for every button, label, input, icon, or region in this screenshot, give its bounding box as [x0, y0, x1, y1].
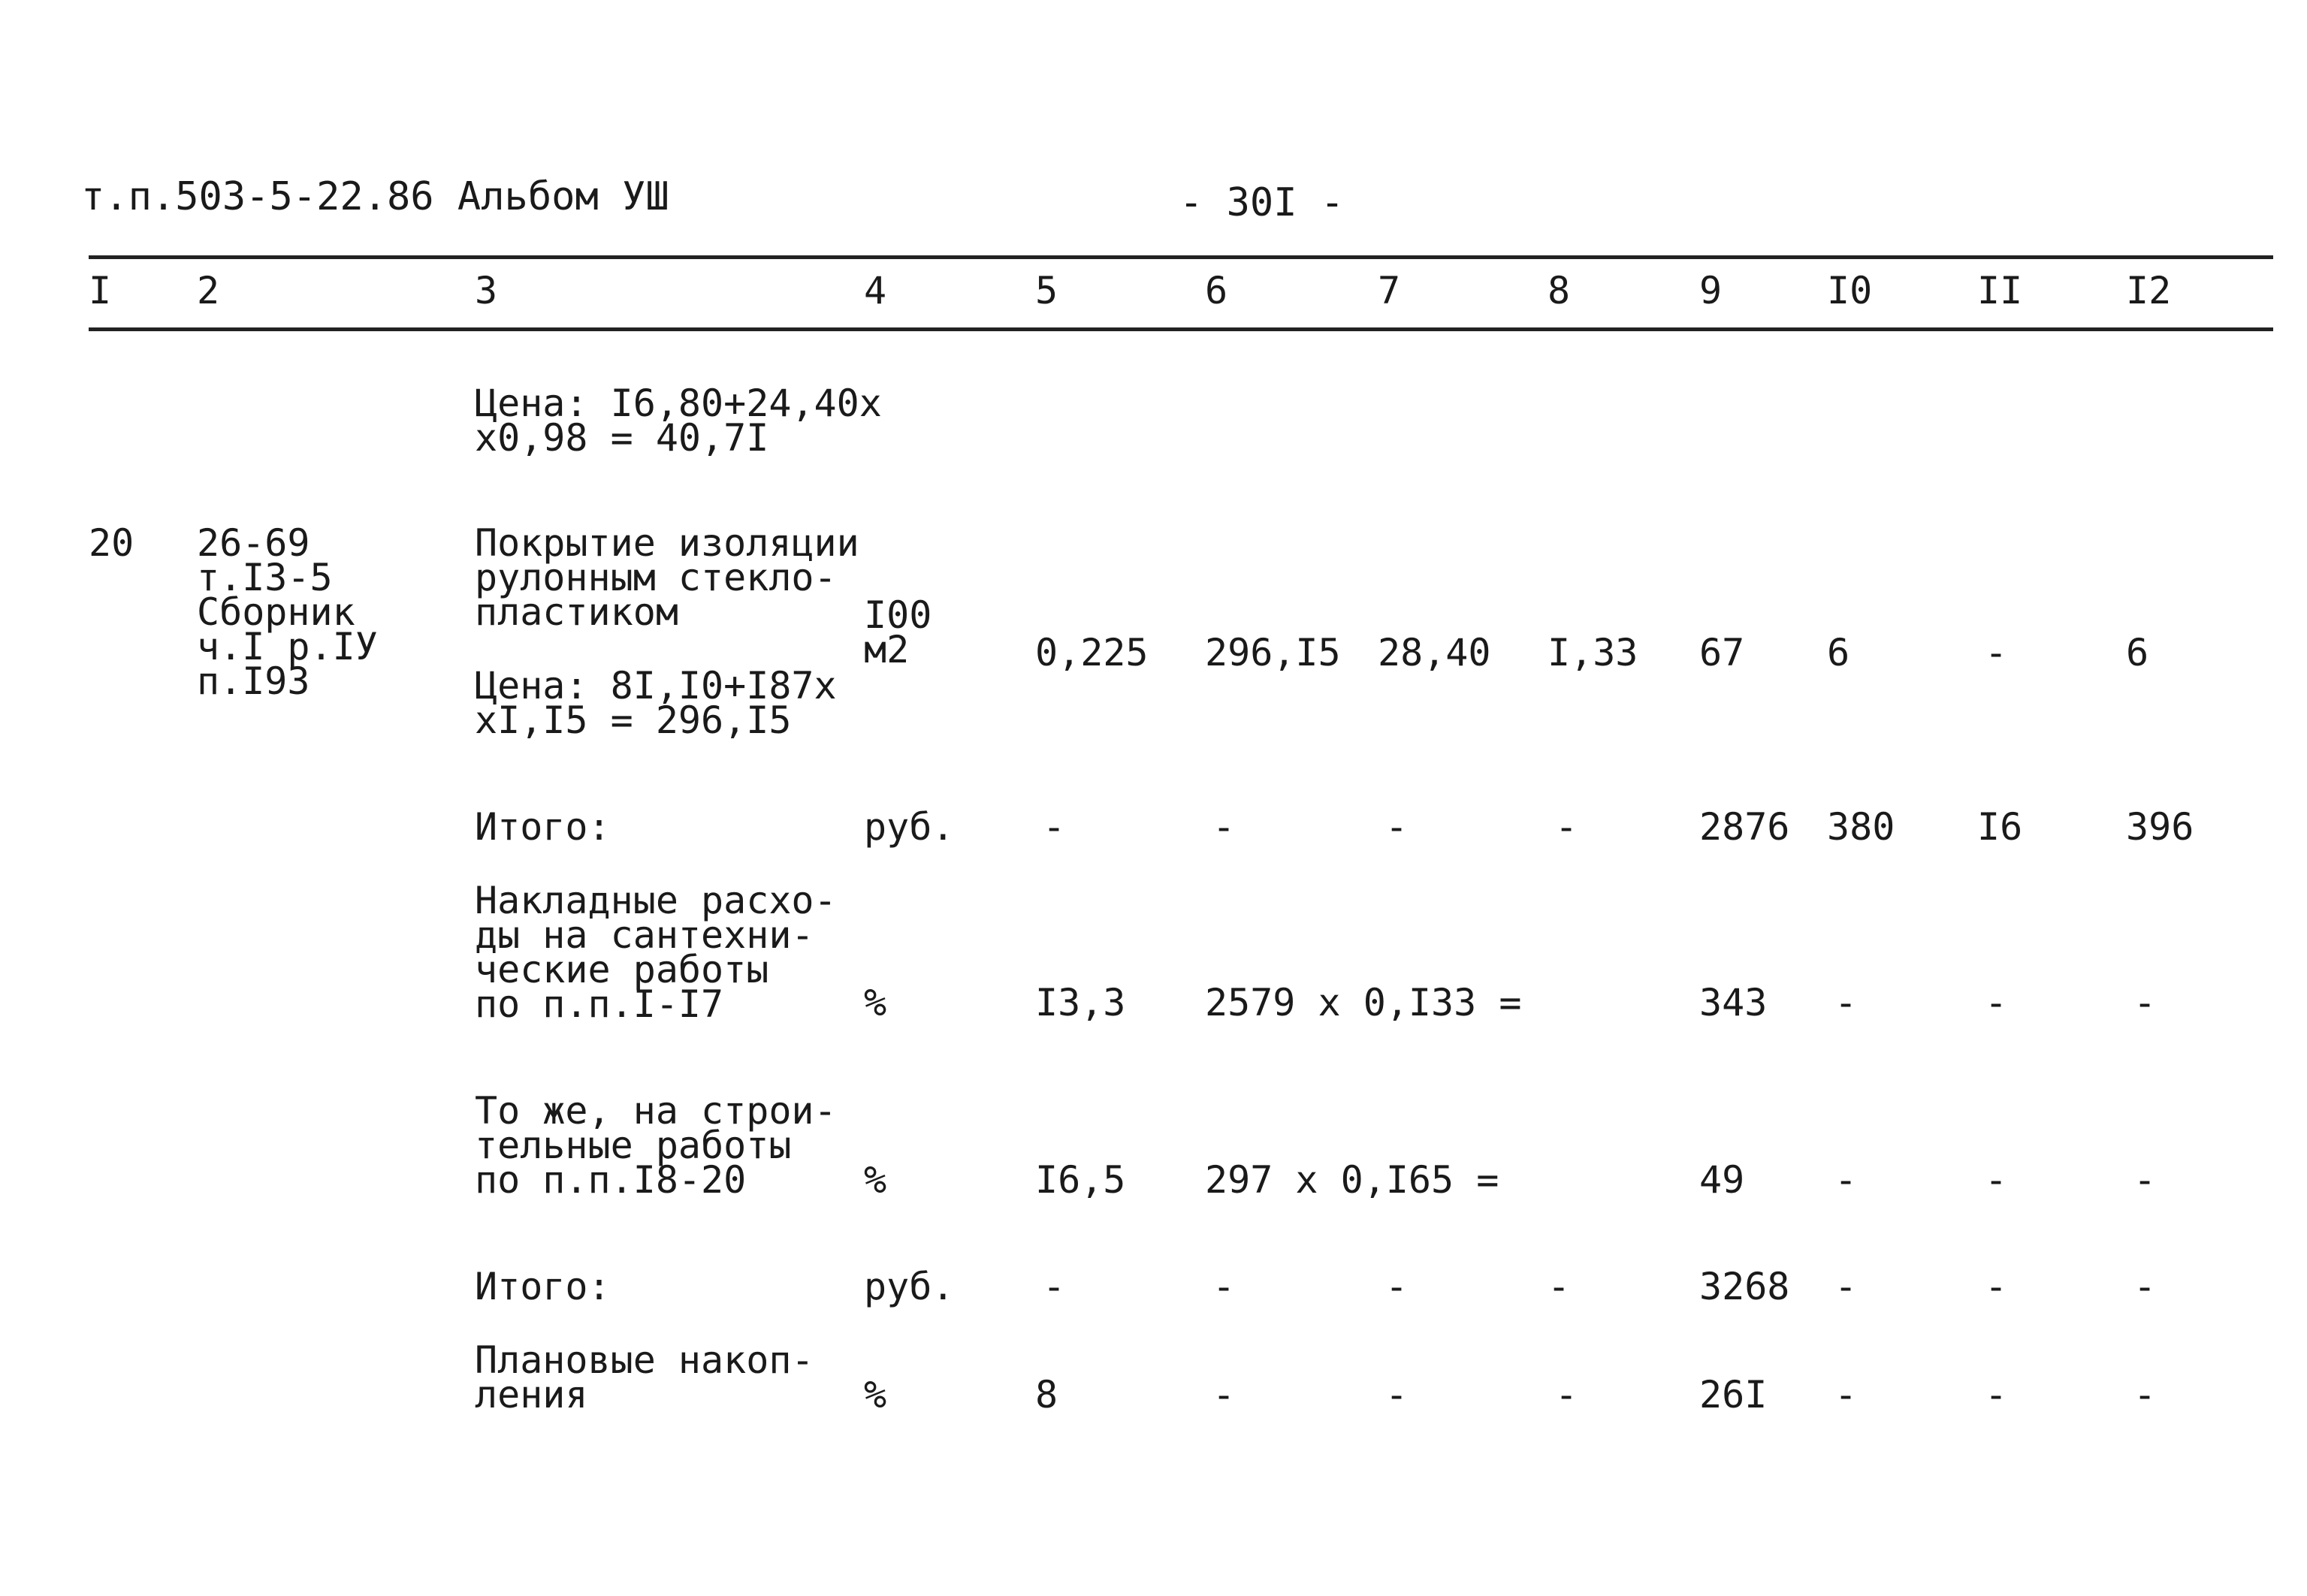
price-line: Цена: 8I,I0+I87х — [475, 664, 837, 707]
col-header-11: II — [1977, 269, 2023, 312]
col-header-1: I — [89, 269, 112, 312]
price-line: хI,I5 = 296,I5 — [475, 698, 792, 742]
savings-col-9: 26I — [1699, 1373, 1768, 1416]
overhead2-col-11: - — [1985, 1158, 2008, 1202]
col-header-2: 2 — [197, 269, 220, 312]
overhead-label — [475, 879, 837, 1026]
price-note-line: х0,98 = 40,7I — [475, 416, 769, 460]
label-line: тельные работы — [475, 1124, 792, 1167]
overhead2-col-10: - — [1834, 1158, 1858, 1202]
total2-col-10: - — [1834, 1265, 1858, 1308]
label-line: То же, на строи- — [475, 1089, 837, 1133]
item-col-8: I,33 — [1548, 631, 1638, 674]
item-quantity: 0,225 — [1035, 631, 1149, 674]
total-col-6: - — [1212, 805, 1236, 849]
desc-line: Покрытие изоляции — [475, 521, 859, 565]
overhead-col-9: 343 — [1699, 981, 1768, 1024]
item-price — [475, 664, 837, 742]
col-header-12: I2 — [2126, 269, 2172, 312]
item-col-11: - — [1985, 631, 2008, 674]
col-header-8: 8 — [1548, 269, 1571, 312]
overhead2-unit: % — [864, 1158, 887, 1202]
total-col-7: - — [1385, 805, 1409, 849]
label-line: ды на сантехни- — [475, 913, 814, 957]
total2-label: Итого: — [475, 1265, 611, 1308]
total-col-12: 396 — [2126, 805, 2194, 849]
item-col-7: 28,40 — [1378, 631, 1491, 674]
overhead2-col-12: - — [2133, 1158, 2157, 1202]
col-header-10: I0 — [1827, 269, 1873, 312]
overhead-rate: I3,3 — [1035, 981, 1126, 1024]
total-col-5: - — [1043, 805, 1066, 849]
label-line: по п.п.I-I7 — [475, 982, 724, 1026]
unit-line: I00 — [864, 593, 932, 637]
savings-col-11: - — [1985, 1373, 2008, 1416]
label-line: по п.п.I8-20 — [475, 1158, 747, 1202]
overhead-col-10: - — [1834, 981, 1858, 1024]
savings-unit: % — [864, 1373, 887, 1416]
total2-col-6: - — [1212, 1265, 1236, 1308]
total-unit: руб. — [864, 805, 955, 849]
total2-col-12: - — [2133, 1265, 2157, 1308]
item-col-12: 6 — [2126, 631, 2149, 674]
ref-line: п.I93 — [197, 659, 310, 703]
savings-col-6: - — [1212, 1373, 1236, 1416]
total-col-11: I6 — [1977, 805, 2023, 849]
document-reference: т.п.503-5-22.86 Альбом УШ — [81, 174, 669, 219]
total2-unit: руб. — [864, 1265, 955, 1308]
item-number: 20 — [89, 521, 134, 565]
savings-col-7: - — [1385, 1373, 1409, 1416]
overhead2-col-9: 49 — [1699, 1158, 1745, 1202]
total2-col-7: - — [1385, 1265, 1409, 1308]
total2-col-8: - — [1548, 1265, 1571, 1308]
item-col-10: 6 — [1827, 631, 1850, 674]
savings-col-12: - — [2133, 1373, 2157, 1416]
total-label: Итого: — [475, 805, 611, 849]
savings-rate: 8 — [1035, 1373, 1058, 1416]
overhead2-rate: I6,5 — [1035, 1158, 1126, 1202]
total-col-8: - — [1555, 805, 1578, 849]
label-line: ческие работы — [475, 948, 769, 991]
ref-line: Сборник — [197, 590, 355, 634]
ref-line: ч.I р.IУ — [197, 625, 378, 668]
total2-col-5: - — [1043, 1265, 1066, 1308]
header-rule-bottom — [89, 327, 2273, 331]
item-col-9: 67 — [1699, 631, 1745, 674]
col-header-9: 9 — [1699, 269, 1723, 312]
savings-col-10: - — [1834, 1373, 1858, 1416]
label-line: ления — [475, 1373, 588, 1416]
overhead2-label — [475, 1089, 837, 1202]
ref-line: т.I3-5 — [197, 556, 333, 599]
overhead-col-11: - — [1985, 981, 2008, 1024]
header-rule-top — [89, 255, 2273, 259]
col-header-5: 5 — [1035, 269, 1058, 312]
ref-line: 26-69 — [197, 521, 310, 565]
savings-col-8: - — [1555, 1373, 1578, 1416]
savings-label — [475, 1338, 814, 1416]
overhead-calculation: 2579 х 0,I33 = — [1205, 981, 1522, 1024]
item-unit — [864, 593, 932, 671]
desc-line: рулонным стекло- — [475, 556, 837, 599]
total2-col-11: - — [1985, 1265, 2008, 1308]
item-reference — [197, 521, 378, 703]
price-note-line: Цена: I6,80+24,40х — [475, 382, 882, 425]
total-col-9: 2876 — [1699, 805, 1790, 849]
overhead2-calculation: 297 х 0,I65 = — [1205, 1158, 1499, 1202]
col-header-6: 6 — [1205, 269, 1228, 312]
unit-line: м2 — [864, 628, 910, 671]
label-line: Накладные расхо- — [475, 879, 837, 922]
label-line: Плановые накоп- — [475, 1338, 814, 1382]
total2-col-9: 3268 — [1699, 1265, 1790, 1308]
item-description — [475, 521, 859, 634]
page-number: - 30I - — [1179, 180, 1345, 225]
col-header-7: 7 — [1378, 269, 1401, 312]
col-header-3: 3 — [475, 269, 498, 312]
item-col-6: 296,I5 — [1205, 631, 1341, 674]
desc-line: пластиком — [475, 590, 678, 634]
col-header-4: 4 — [864, 269, 887, 312]
overhead-col-12: - — [2133, 981, 2157, 1024]
total-col-10: 380 — [1827, 805, 1895, 849]
overhead-unit: % — [864, 981, 887, 1024]
price-note — [475, 382, 882, 460]
